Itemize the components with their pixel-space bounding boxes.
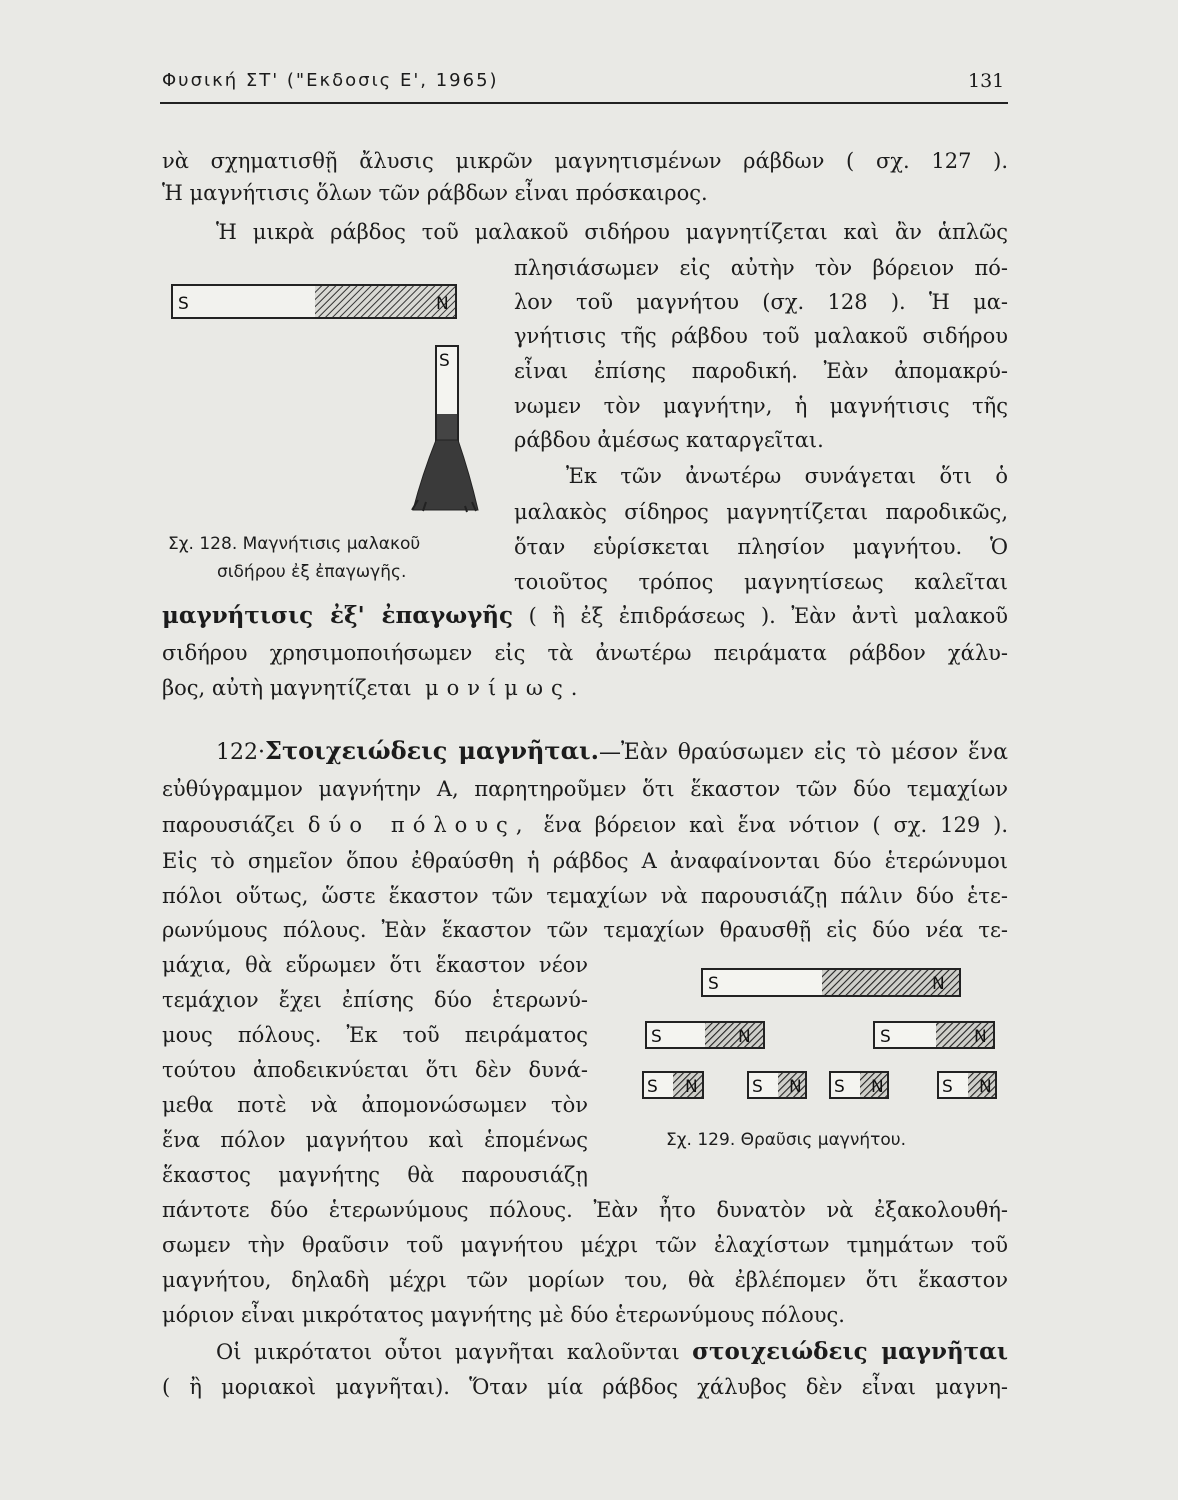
text-line <box>216 1339 1008 1365</box>
text-span: Οἱ μικρότατοι οὗτοι μαγνῆται καλοῦνται <box>216 1340 680 1364</box>
pole-label-n: N <box>871 1077 884 1097</box>
pole-label-n: N <box>979 1077 992 1097</box>
text-line <box>162 675 585 701</box>
text-line <box>162 603 1008 629</box>
header-rule <box>160 102 1008 104</box>
iron-filings-cluster <box>413 440 478 510</box>
rod-label-s: S <box>439 351 450 371</box>
pole-label-s: S <box>651 1027 662 1047</box>
text-line: Ἡ μικρὰ ράβδος τοῦ μαλακοῦ σιδήρου μαγνητίζεται καὶ ἂν ἁπλῶς <box>216 220 1008 244</box>
text-line: μαλακὸς σίδηρος μαγνητίζεται παροδικῶς, <box>514 500 1008 524</box>
running-header-title: Φυσική ΣΤ' ("Εκδοσις Ε', 1965) <box>162 70 499 91</box>
term-induction-magnetization: μαγνήτισις ἐξ' ἐπαγωγῆς <box>162 602 514 629</box>
pole-label-n: N <box>789 1077 802 1097</box>
text-span: ( ἢ ἐξ ἐπιδράσεως ). Ἐὰν ἀντὶ μαλακοῦ <box>528 604 1008 628</box>
text-line: εὐθύγραμμον μαγνήτην Α, παρητηροῦμεν ὅτι ἕκαστον τῶν δύο τεμαχίων <box>162 777 1008 801</box>
pole-label-s: S <box>834 1077 845 1097</box>
figure-128-caption: Σχ. 128. Μαγνήτισις μαλακοῦ <box>168 534 421 554</box>
text-line: ἕνα πόλον μαγνήτου καὶ ἑπομένως <box>162 1128 588 1152</box>
text-line: Εἰς τὸ σημεῖον ὅπου ἐθραύσθη ἡ ράβδος Α ἀναφαίνονται δύο ἑτερώνυμοι <box>162 849 1008 873</box>
term-elementary-magnets: στοιχειώδεις μαγνῆται <box>692 1338 1008 1365</box>
whole-magnet <box>702 969 960 996</box>
pole-label-n: N <box>685 1077 698 1097</box>
text-line: εἶναι ἐπίσης παροδική. Ἐὰν ἀπομακρύ- <box>514 359 1008 383</box>
spaced-words-two-poles: δύο πόλους, <box>307 813 531 837</box>
text-line: ὅταν εὑρίσκεται πλησίον μαγνήτου. Ὁ <box>514 535 1008 559</box>
text-line: ρωνύμους πόλους. Ἐὰν ἕκαστον τῶν τεμαχίων θραυσθῇ εἰς δύο νέα τε- <box>162 918 1008 942</box>
pole-label-n: N <box>974 1027 987 1047</box>
quarter-magnet <box>938 1072 996 1098</box>
text-line: μάχια, θὰ εὕρωμεν ὅτι ἕκαστον νέον <box>162 953 588 977</box>
pole-label-s: S <box>752 1077 763 1097</box>
text-span: —Ἐὰν θραύσωμεν εἰς τὸ μέσον ἕνα <box>599 740 1009 765</box>
text-line: μεθα ποτὲ νὰ ἀπομονώσωμεν τὸν <box>162 1093 588 1117</box>
text-line: πλησιάσωμεν εἰς αὐτὴν τὸν βόρειον πό- <box>514 256 1008 280</box>
text-line: πόλοι οὕτως, ὥστε ἕκαστον τῶν τεμαχίων νὰ παρουσιάζῃ πάλιν δύο ἑτε- <box>162 884 1008 908</box>
text-line: τεμάχιον ἔχει ἐπίσης δύο ἑτερωνύ- <box>162 988 588 1012</box>
text-span: ἕνα βόρειον καὶ ἕνα νότιον ( σχ. 129 ). <box>543 813 1009 837</box>
text-line: ἕκαστος μαγνήτης θὰ παρουσιάζῃ <box>162 1163 588 1187</box>
section-heading-line <box>162 738 1008 766</box>
text-line: γνήτισις τῆς ράβδου τοῦ μαλακοῦ σιδήρου <box>514 324 1008 348</box>
text-line: σιδήρου χρησιμοποιήσωμεν εἰς τὰ ἀνωτέρω πειράματα ράβδον χάλυ- <box>162 641 1008 665</box>
text-line: ( ἢ μοριακοὶ μαγνῆται). Ὅταν μία ράβδος χάλυβος δὲν εἶναι μαγνη- <box>162 1375 1008 1399</box>
text-line: μαγνήτου, δηλαδὴ μέχρι τῶν μορίων του, θὰ ἐβλέπομεν ὅτι ἕκαστον <box>162 1268 1008 1292</box>
pole-label-s: S <box>942 1077 953 1097</box>
text-line: Ἐκ τῶν ἀνωτέρω συνάγεται ὅτι ὁ <box>566 464 1008 488</box>
figure-128 <box>160 270 520 530</box>
half-magnet <box>646 1022 764 1048</box>
quarter-magnet <box>643 1072 703 1098</box>
bar-magnet <box>172 285 456 318</box>
pole-label-n: N <box>932 974 945 994</box>
quarter-magnet <box>830 1072 888 1098</box>
text-line: νὰ σχηματισθῇ ἄλυσις μικρῶν μαγνητισμένων ράβδων ( σχ. 127 ). <box>162 149 1008 173</box>
pole-label-s: S <box>178 294 189 314</box>
section-number: 122· <box>216 740 265 765</box>
section-title: Στοιχειώδεις μαγνῆται. <box>264 736 600 765</box>
half-magnet <box>874 1022 994 1048</box>
pole-label-s: S <box>880 1027 891 1047</box>
text-line: νωμεν τὸν μαγνήτην, ἡ μαγνήτισις τῆς <box>514 394 1008 418</box>
text-line: τούτου ἀποδεικνύεται ὅτι δὲν δυνά- <box>162 1058 588 1082</box>
text-line <box>162 812 1008 838</box>
text-line: λον τοῦ μαγνήτου (σχ. 128 ). Ἡ μα- <box>514 290 1008 314</box>
text-span: βος, αὐτὴ μαγνητίζεται <box>162 676 412 700</box>
text-line: μους πόλους. Ἐκ τοῦ πειράματος <box>162 1023 588 1047</box>
page-number: 131 <box>968 70 1005 92</box>
text-line: Ἡ μαγνήτισις ὅλων τῶν ράβδων εἶναι πρόσκαιρος. <box>162 181 708 205</box>
text-line: τοιοῦτος τρόπος μαγνητίσεως καλεῖται <box>514 570 1008 594</box>
quarter-magnet <box>748 1072 806 1098</box>
figure-128-caption: σιδήρου ἐξ ἐπαγωγῆς. <box>217 562 407 582</box>
pole-label-n: N <box>738 1027 751 1047</box>
figure-129-caption: Σχ. 129. Θραῦσις μαγνήτου. <box>666 1130 906 1150</box>
pole-label-s: S <box>708 974 719 994</box>
spaced-word-permanently: μονίμως. <box>424 676 586 700</box>
text-line: σωμεν τὴν θραῦσιν τοῦ μαγνήτου μέχρι τῶν ἐλαχίστων τμημάτων τοῦ <box>162 1233 1008 1257</box>
figure-129 <box>640 960 1010 1110</box>
text-line: ράβδου ἀμέσως καταργεῖται. <box>514 428 824 452</box>
text-line: πάντοτε δύο ἑτερωνύμους πόλους. Ἐὰν ἦτο δυνατὸν νὰ ἐξακολουθή- <box>162 1198 1008 1222</box>
text-span: παρουσιάζει <box>162 813 295 837</box>
pole-label-n: N <box>436 294 449 314</box>
text-line: μόριον εἶναι μικρότατος μαγνήτης μὲ δύο ἑτερωνύμους πόλους. <box>162 1303 845 1327</box>
pole-label-s: S <box>647 1077 658 1097</box>
